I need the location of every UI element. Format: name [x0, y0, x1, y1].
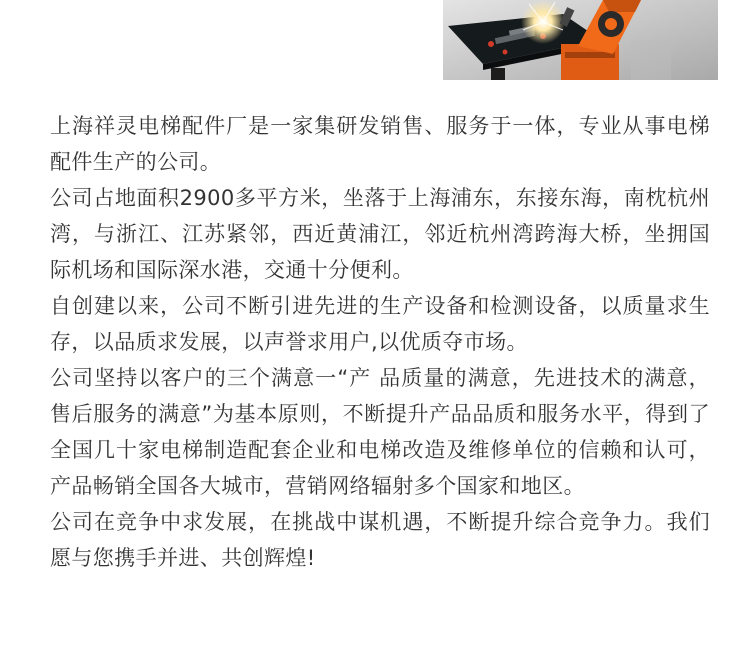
location-paragraph: 公司占地面积2900多平方米，坐落于上海浦东，东接东海，南枕杭州湾，与浙江、江苏紧邻，西近黄浦江，邻近杭州湾跨海大桥，坐拥国际机场和国际深水港，交通十分便利。 — [50, 186, 710, 282]
principles-paragraph: 公司坚持以客户的三个满意一“产 品质量的满意，先进技术的满意，售后服务的满意”为基本原则，不断提升产品品质和服务水平，得到了全国几十家电梯制造配套企业和电梯改造及维修单位的信赖和认可，产品畅销全国各大城市，营销网络辐射多个国家和地区。 — [50, 366, 710, 498]
company-profile-text — [50, 108, 710, 576]
intro-paragraph: 上海祥灵电梯配件厂是一家集研发销售、服务于一体，专业从事电梯配件生产的公司。 — [50, 114, 710, 174]
development-paragraph: 自创建以来，公司不断引进先进的生产设备和检测设备，以质量求生存，以品质求发展，以声誉求用户,以优质夺市场。 — [50, 294, 710, 354]
closing-paragraph: 公司在竞争中求发展，在挑战中谋机遇，不断提升综合竞争力。我们愿与您携手并进、共创辉煌! — [50, 510, 710, 570]
welding-robot-photo — [443, 0, 718, 80]
